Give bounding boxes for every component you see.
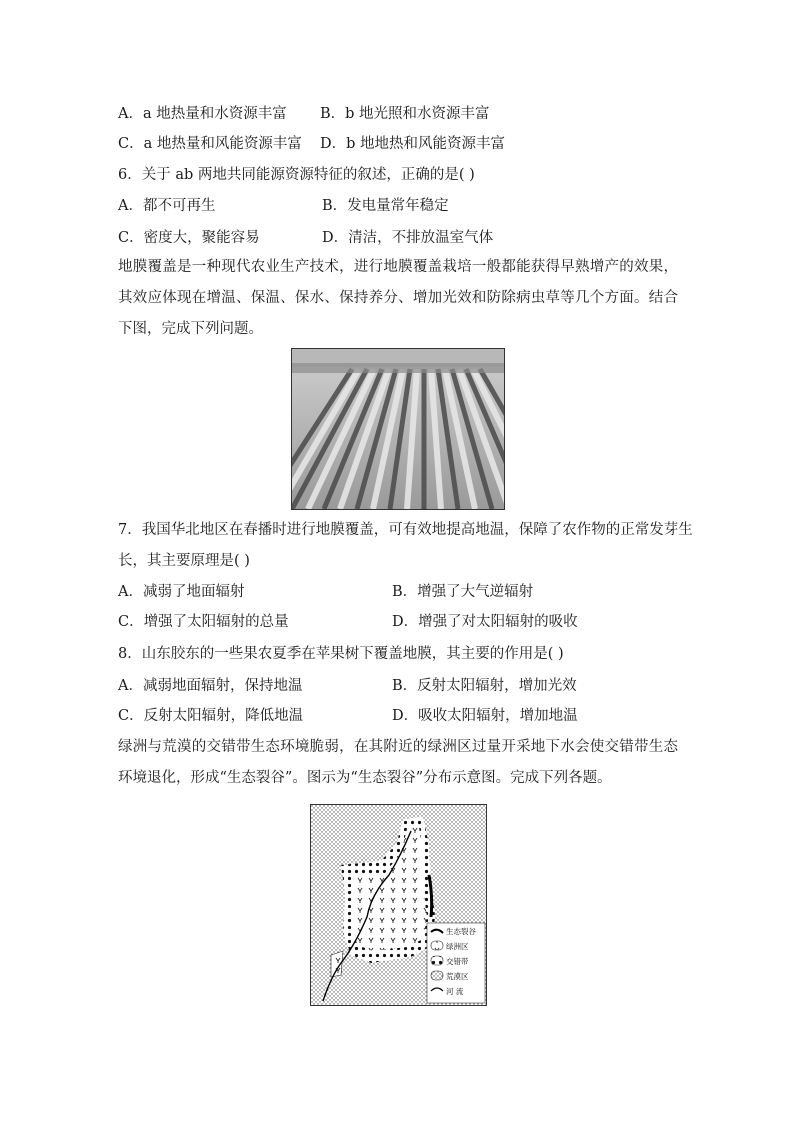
eco-rift-map (310, 804, 487, 1006)
q7-option-a: A．减弱了地面辐射 (118, 584, 245, 600)
q7-option-b: B．增强了大气逆辐射 (392, 584, 534, 600)
legend-desert-symbol (431, 971, 443, 980)
q7-option-c: C．增强了太阳辐射的总量 (118, 614, 289, 630)
q8-option-a: A．减弱地面辐射，保持地温 (118, 678, 303, 694)
film-field-photo (291, 348, 505, 510)
q8-option-d: D．吸收太阳辐射，增加地温 (392, 708, 578, 724)
legend-river-label: 河 流 (446, 987, 464, 996)
q6-option-d: D．清洁，不排放温室气体 (322, 230, 494, 246)
legend-oasis-label: 绿洲区 (446, 942, 469, 951)
q7-stem-line1: 7．我国华北地区在春播时进行地膜覆盖，可有效地提高地温，保障了农作物的正常发芽生 (118, 522, 693, 538)
q6-option-c: C．密度大，聚能容易 (118, 230, 260, 246)
q7-option-d: D．增强了对太阳辐射的吸收 (392, 614, 578, 630)
intro-film-paragraph: 地膜覆盖是一种现代农业生产技术，进行地膜覆盖栽培一般都能获得早熟增产的效果，其效应体现在增温、保温、保水、保持养分、增加光效和防除病虫草等几个方面。结合下图，完成下列问题。 (118, 259, 678, 337)
q5-option-a: A．a 地热量和水资源丰富 (118, 106, 287, 122)
q6-option-b: B．发电量常年稳定 (322, 198, 449, 214)
q5-option-c: C．a 地热量和风能资源丰富 (118, 136, 302, 152)
legend-desert-label: 荒漠区 (446, 972, 469, 981)
q5-option-d: D．b 地地热和风能资源丰富 (320, 136, 506, 152)
legend-oasis-symbol (431, 941, 443, 950)
q6-stem: 6．关于 ab 两地共同能源资源特征的叙述，正确的是( ) (118, 167, 475, 183)
q7-stem-line2: 长，其主要原理是( ) (118, 553, 250, 569)
legend-rift-label: 生态裂谷 (446, 927, 476, 936)
q6-option-a: A．都不可再生 (118, 198, 216, 214)
q5-option-b: B．b 地光照和水资源丰富 (320, 106, 490, 122)
q8-option-c: C．反射太阳辐射，降低地温 (118, 708, 304, 724)
intro-oasis-paragraph: 绿洲与荒漠的交错带生态环境脆弱，在其附近的绿洲区过量开采地下水会使交错带生态环境退化，形成“生态裂谷”。图示为“生态裂谷”分布示意图。完成下列各题。 (118, 739, 678, 786)
q8-stem: 8．山东胶东的一些果农夏季在苹果树下覆盖地膜，其主要的作用是( ) (118, 646, 564, 662)
q8-option-b: B．反射太阳辐射，增加光效 (392, 678, 577, 694)
legend-ecotone-label: 交错带 (446, 957, 469, 966)
legend-ecotone-symbol (431, 956, 443, 965)
